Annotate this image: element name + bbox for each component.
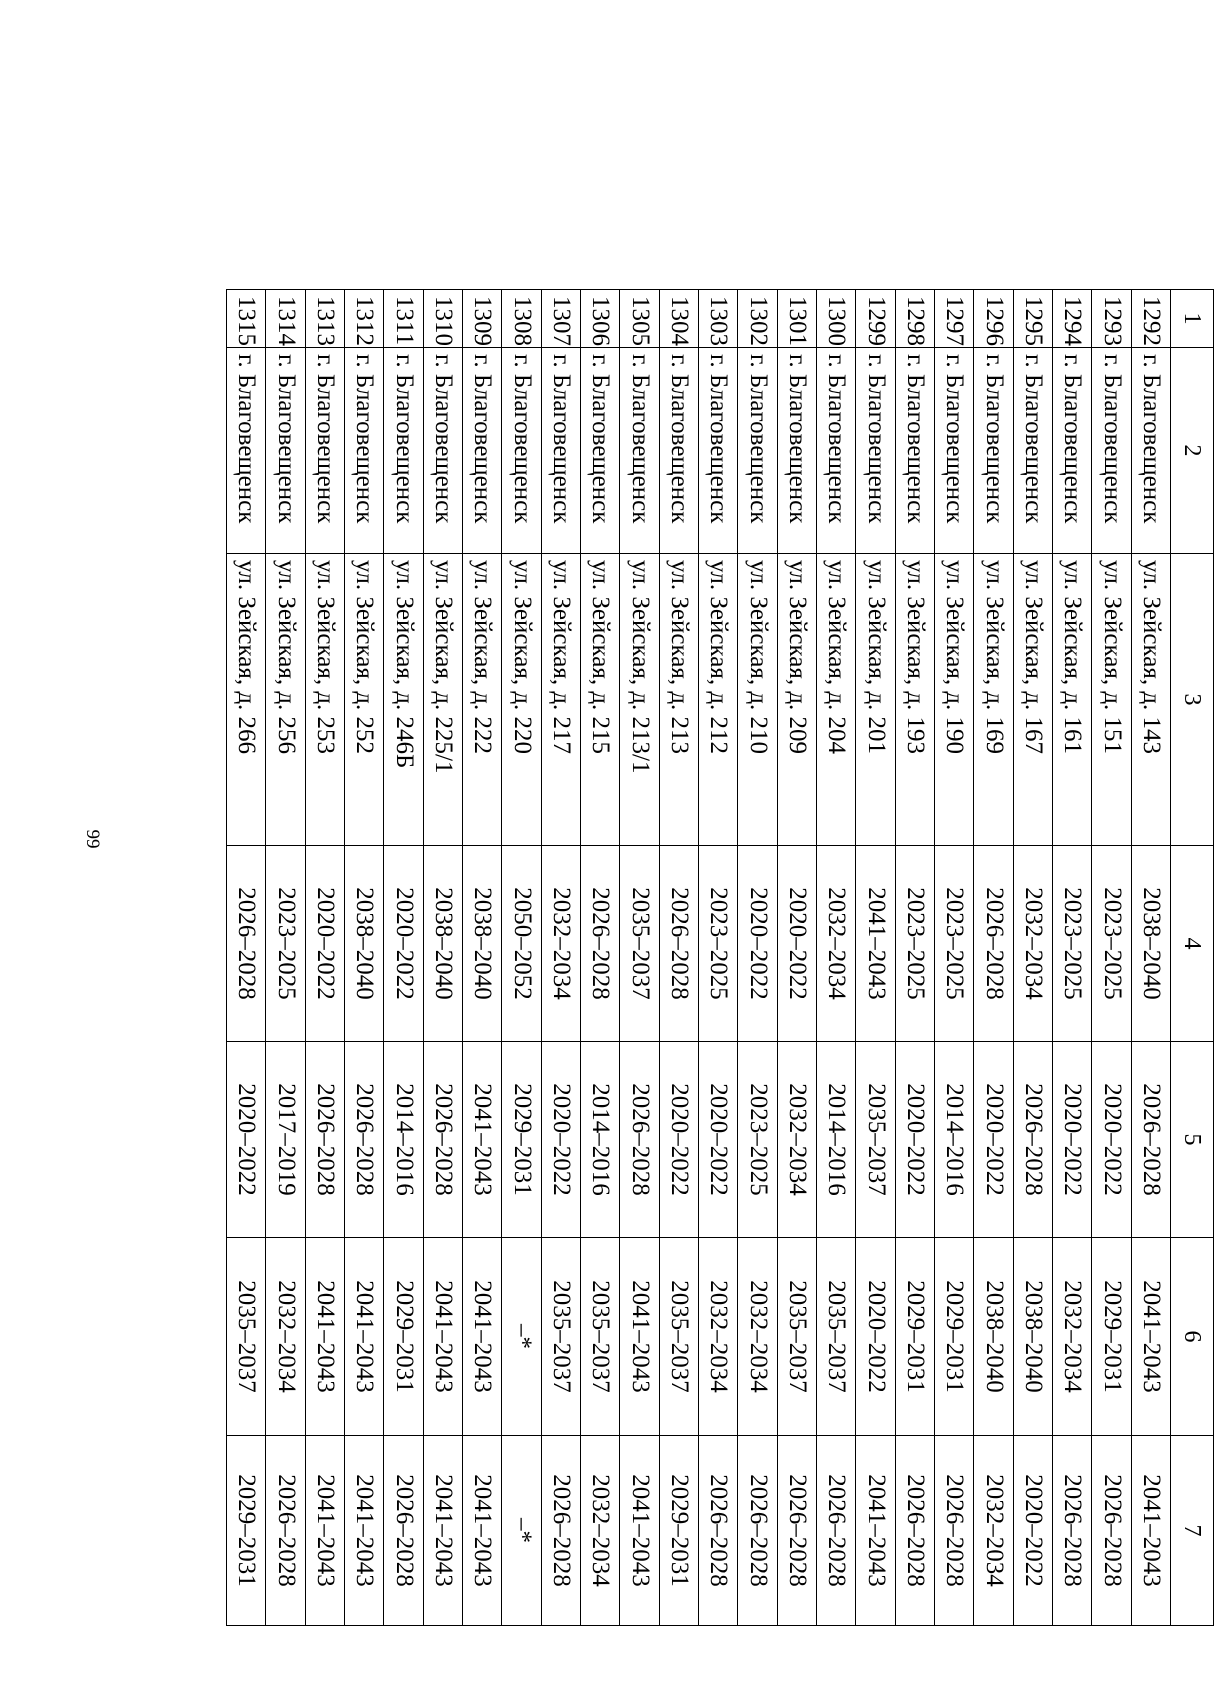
city-cell: г. Благовещенск bbox=[777, 348, 816, 554]
period-cell-6: 2032–2034 bbox=[266, 1238, 305, 1436]
period-cell-7: 2041–2043 bbox=[856, 1436, 895, 1626]
period-cell-6: 2029–2031 bbox=[895, 1238, 934, 1436]
row-number: 1299 bbox=[856, 290, 895, 348]
table-row bbox=[1053, 290, 1092, 1626]
period-cell-5: 2020–2022 bbox=[1092, 1042, 1131, 1238]
address-cell: ул. Зейская, д. 215 bbox=[581, 554, 620, 846]
period-cell-7: 2041–2043 bbox=[305, 1436, 344, 1626]
period-cell-7: 2041–2043 bbox=[620, 1436, 659, 1626]
period-cell-7: 2041–2043 bbox=[423, 1436, 462, 1626]
period-cell-6: 2032–2034 bbox=[738, 1238, 777, 1436]
period-cell-5: 2020–2022 bbox=[974, 1042, 1013, 1238]
address-cell: ул. Зейская, д. 143 bbox=[1131, 554, 1170, 846]
period-cell-5: 2020–2022 bbox=[659, 1042, 698, 1238]
address-cell: ул. Зейская, д. 220 bbox=[502, 554, 541, 846]
city-cell: г. Благовещенск bbox=[856, 348, 895, 554]
period-cell-6: 2041–2043 bbox=[305, 1238, 344, 1436]
period-cell-5: 2026–2028 bbox=[305, 1042, 344, 1238]
table-row bbox=[1092, 290, 1131, 1626]
period-cell-4: 2038–2040 bbox=[1131, 846, 1170, 1042]
period-cell-7: 2020–2022 bbox=[1013, 1436, 1052, 1626]
period-cell-4: 2023–2025 bbox=[699, 846, 738, 1042]
period-cell-5: 2032–2034 bbox=[777, 1042, 816, 1238]
city-cell: г. Благовещенск bbox=[305, 348, 344, 554]
row-number: 1309 bbox=[463, 290, 502, 348]
period-cell-6: 2041–2043 bbox=[423, 1238, 462, 1436]
column-header: 6 bbox=[1171, 1238, 1214, 1436]
column-header: 1 bbox=[1171, 290, 1214, 348]
row-number: 1310 bbox=[423, 290, 462, 348]
schedule-table bbox=[226, 289, 1214, 1626]
period-cell-7: 2026–2028 bbox=[935, 1436, 974, 1626]
address-cell: ул. Зейская, д. 169 bbox=[974, 554, 1013, 846]
period-cell-6: 2038–2040 bbox=[974, 1238, 1013, 1436]
address-cell: ул. Зейская, д. 212 bbox=[699, 554, 738, 846]
period-cell-4: 2032–2034 bbox=[541, 846, 580, 1042]
period-cell-7: 2026–2028 bbox=[541, 1436, 580, 1626]
address-cell: ул. Зейская, д. 151 bbox=[1092, 554, 1131, 846]
period-cell-5: 2026–2028 bbox=[1013, 1042, 1052, 1238]
table-row bbox=[659, 290, 698, 1626]
period-cell-4: 2020–2022 bbox=[738, 846, 777, 1042]
city-cell: г. Благовещенск bbox=[423, 348, 462, 554]
table-row bbox=[305, 290, 344, 1626]
period-cell-7: 2032–2034 bbox=[974, 1436, 1013, 1626]
row-number: 1308 bbox=[502, 290, 541, 348]
address-cell: ул. Зейская, д. 209 bbox=[777, 554, 816, 846]
city-cell: г. Благовещенск bbox=[738, 348, 777, 554]
city-cell: г. Благовещенск bbox=[895, 348, 934, 554]
address-cell: ул. Зейская, д. 213 bbox=[659, 554, 698, 846]
period-cell-5: 2020–2022 bbox=[895, 1042, 934, 1238]
period-cell-6: 2020–2022 bbox=[856, 1238, 895, 1436]
table-row bbox=[384, 290, 423, 1626]
period-cell-4: 2023–2025 bbox=[1053, 846, 1092, 1042]
row-number: 1303 bbox=[699, 290, 738, 348]
period-cell-5: 2026–2028 bbox=[620, 1042, 659, 1238]
period-cell-6: 2035–2037 bbox=[541, 1238, 580, 1436]
period-cell-4: 2038–2040 bbox=[463, 846, 502, 1042]
period-cell-4: 2023–2025 bbox=[1092, 846, 1131, 1042]
address-cell: ул. Зейская, д. 222 bbox=[463, 554, 502, 846]
table-row bbox=[935, 290, 974, 1626]
table-row bbox=[1013, 290, 1052, 1626]
address-cell: ул. Зейская, д. 266 bbox=[227, 554, 266, 846]
city-cell: г. Благовещенск bbox=[463, 348, 502, 554]
period-cell-4: 2041–2043 bbox=[856, 846, 895, 1042]
period-cell-4: 2032–2034 bbox=[817, 846, 856, 1042]
table-row bbox=[227, 290, 266, 1626]
table-row bbox=[266, 290, 305, 1626]
row-number: 1305 bbox=[620, 290, 659, 348]
address-cell: ул. Зейская, д. 225/1 bbox=[423, 554, 462, 846]
period-cell-7: 2041–2043 bbox=[345, 1436, 384, 1626]
period-cell-5: 2029–2031 bbox=[502, 1042, 541, 1238]
row-number: 1296 bbox=[974, 290, 1013, 348]
table-row bbox=[1131, 290, 1170, 1626]
period-cell-6: 2035–2037 bbox=[817, 1238, 856, 1436]
table-row bbox=[502, 290, 541, 1626]
city-cell: г. Благовещенск bbox=[620, 348, 659, 554]
period-cell-5: 2014–2016 bbox=[935, 1042, 974, 1238]
period-cell-4: 2023–2025 bbox=[895, 846, 934, 1042]
row-number: 1302 bbox=[738, 290, 777, 348]
period-cell-4: 2026–2028 bbox=[974, 846, 1013, 1042]
period-cell-7: 2026–2028 bbox=[817, 1436, 856, 1626]
period-cell-4: 2023–2025 bbox=[266, 846, 305, 1042]
period-cell-7: 2026–2028 bbox=[738, 1436, 777, 1626]
period-cell-5: 2020–2022 bbox=[1053, 1042, 1092, 1238]
city-cell: г. Благовещенск bbox=[345, 348, 384, 554]
period-cell-4: 2020–2022 bbox=[305, 846, 344, 1042]
address-cell: ул. Зейская, д. 204 bbox=[817, 554, 856, 846]
address-cell: ул. Зейская, д. 256 bbox=[266, 554, 305, 846]
period-cell-4: 2035–2037 bbox=[620, 846, 659, 1042]
column-header: 3 bbox=[1171, 554, 1214, 846]
period-cell-4: 2020–2022 bbox=[384, 846, 423, 1042]
period-cell-4: 2020–2022 bbox=[777, 846, 816, 1042]
table-row bbox=[581, 290, 620, 1626]
row-number: 1298 bbox=[895, 290, 934, 348]
row-number: 1306 bbox=[581, 290, 620, 348]
city-cell: г. Благовещенск bbox=[699, 348, 738, 554]
period-cell-4: 2032–2034 bbox=[1013, 846, 1052, 1042]
city-cell: г. Благовещенск bbox=[581, 348, 620, 554]
period-cell-7: 2041–2043 bbox=[463, 1436, 502, 1626]
period-cell-6: 2038–2040 bbox=[1013, 1238, 1052, 1436]
row-number: 1301 bbox=[777, 290, 816, 348]
row-number: 1307 bbox=[541, 290, 580, 348]
row-number: 1314 bbox=[266, 290, 305, 348]
period-cell-6: 2041–2043 bbox=[620, 1238, 659, 1436]
table-row bbox=[699, 290, 738, 1626]
table-row bbox=[463, 290, 502, 1626]
period-cell-7: 2029–2031 bbox=[659, 1436, 698, 1626]
period-cell-7: 2026–2028 bbox=[1092, 1436, 1131, 1626]
column-header: 2 bbox=[1171, 348, 1214, 554]
city-cell: г. Благовещенск bbox=[935, 348, 974, 554]
address-cell: ул. Зейская, д. 246Б bbox=[384, 554, 423, 846]
city-cell: г. Благовещенск bbox=[227, 348, 266, 554]
period-cell-5: 2020–2022 bbox=[541, 1042, 580, 1238]
period-cell-5: 2014–2016 bbox=[384, 1042, 423, 1238]
period-cell-4: 2038–2040 bbox=[423, 846, 462, 1042]
address-cell: ул. Зейская, д. 193 bbox=[895, 554, 934, 846]
period-cell-7: 2032–2034 bbox=[581, 1436, 620, 1626]
period-cell-7: 2026–2028 bbox=[1053, 1436, 1092, 1626]
row-number: 1294 bbox=[1053, 290, 1092, 348]
period-cell-6: 2035–2037 bbox=[227, 1238, 266, 1436]
period-cell-5: 2014–2016 bbox=[817, 1042, 856, 1238]
city-cell: г. Благовещенск bbox=[817, 348, 856, 554]
period-cell-5: 2017–2019 bbox=[266, 1042, 305, 1238]
address-cell: ул. Зейская, д. 161 bbox=[1053, 554, 1092, 846]
table-row bbox=[777, 290, 816, 1626]
period-cell-5: 2020–2022 bbox=[227, 1042, 266, 1238]
row-number: 1297 bbox=[935, 290, 974, 348]
period-cell-6: 2041–2043 bbox=[345, 1238, 384, 1436]
city-cell: г. Благовещенск bbox=[541, 348, 580, 554]
city-cell: г. Благовещенск bbox=[502, 348, 541, 554]
period-cell-7: 2026–2028 bbox=[266, 1436, 305, 1626]
address-cell: ул. Зейская, д. 213/1 bbox=[620, 554, 659, 846]
period-cell-6: 2032–2034 bbox=[1053, 1238, 1092, 1436]
city-cell: г. Благовещенск bbox=[384, 348, 423, 554]
row-number: 1300 bbox=[817, 290, 856, 348]
period-cell-4: 2026–2028 bbox=[581, 846, 620, 1042]
period-cell-5: 2026–2028 bbox=[1131, 1042, 1170, 1238]
row-number: 1304 bbox=[659, 290, 698, 348]
table-row bbox=[856, 290, 895, 1626]
period-cell-6: 2035–2037 bbox=[581, 1238, 620, 1436]
table-row bbox=[541, 290, 580, 1626]
period-cell-6: 2041–2043 bbox=[463, 1238, 502, 1436]
address-cell: ул. Зейская, д. 253 bbox=[305, 554, 344, 846]
city-cell: г. Благовещенск bbox=[974, 348, 1013, 554]
table-row bbox=[738, 290, 777, 1626]
table-row bbox=[620, 290, 659, 1626]
period-cell-4: 2026–2028 bbox=[227, 846, 266, 1042]
row-number: 1315 bbox=[227, 290, 266, 348]
row-number: 1292 bbox=[1131, 290, 1170, 348]
city-cell: г. Благовещенск bbox=[1053, 348, 1092, 554]
column-header: 5 bbox=[1171, 1042, 1214, 1238]
row-number: 1293 bbox=[1092, 290, 1131, 348]
period-cell-7: 2041–2043 bbox=[1131, 1436, 1170, 1626]
table-row bbox=[895, 290, 934, 1626]
period-cell-4: 2023–2025 bbox=[935, 846, 974, 1042]
city-cell: г. Благовещенск bbox=[1013, 348, 1052, 554]
schedule-table-container bbox=[226, 289, 1214, 1625]
period-cell-6: –* bbox=[502, 1238, 541, 1436]
address-cell: ул. Зейская, д. 201 bbox=[856, 554, 895, 846]
period-cell-5: 2035–2037 bbox=[856, 1042, 895, 1238]
address-cell: ул. Зейская, д. 167 bbox=[1013, 554, 1052, 846]
column-header: 7 bbox=[1171, 1436, 1214, 1626]
period-cell-7: 2026–2028 bbox=[777, 1436, 816, 1626]
address-cell: ул. Зейская, д. 252 bbox=[345, 554, 384, 846]
period-cell-4: 2050–2052 bbox=[502, 846, 541, 1042]
row-number: 1295 bbox=[1013, 290, 1052, 348]
period-cell-7: 2026–2028 bbox=[895, 1436, 934, 1626]
period-cell-6: 2035–2037 bbox=[777, 1238, 816, 1436]
period-cell-4: 2026–2028 bbox=[659, 846, 698, 1042]
period-cell-7: 2026–2028 bbox=[699, 1436, 738, 1626]
table-row bbox=[974, 290, 1013, 1626]
table-header bbox=[1171, 290, 1214, 1626]
period-cell-4: 2038–2040 bbox=[345, 846, 384, 1042]
address-cell: ул. Зейская, д. 210 bbox=[738, 554, 777, 846]
row-number: 1311 bbox=[384, 290, 423, 348]
table-body bbox=[227, 290, 1171, 1626]
address-cell: ул. Зейская, д. 217 bbox=[541, 554, 580, 846]
table-row bbox=[423, 290, 462, 1626]
page-number: 99 bbox=[82, 829, 103, 849]
period-cell-5: 2026–2028 bbox=[345, 1042, 384, 1238]
period-cell-5: 2020–2022 bbox=[699, 1042, 738, 1238]
period-cell-7: –* bbox=[502, 1436, 541, 1626]
address-cell: ул. Зейская, д. 190 bbox=[935, 554, 974, 846]
period-cell-6: 2032–2034 bbox=[699, 1238, 738, 1436]
column-header: 4 bbox=[1171, 846, 1214, 1042]
period-cell-6: 2041–2043 bbox=[1131, 1238, 1170, 1436]
row-number: 1313 bbox=[305, 290, 344, 348]
period-cell-6: 2029–2031 bbox=[1092, 1238, 1131, 1436]
header-row bbox=[1171, 290, 1214, 1626]
city-cell: г. Благовещенск bbox=[1092, 348, 1131, 554]
period-cell-6: 2029–2031 bbox=[384, 1238, 423, 1436]
table-row bbox=[817, 290, 856, 1626]
city-cell: г. Благовещенск bbox=[266, 348, 305, 554]
period-cell-7: 2029–2031 bbox=[227, 1436, 266, 1626]
period-cell-5: 2023–2025 bbox=[738, 1042, 777, 1238]
period-cell-6: 2035–2037 bbox=[659, 1238, 698, 1436]
period-cell-5: 2026–2028 bbox=[423, 1042, 462, 1238]
period-cell-7: 2026–2028 bbox=[384, 1436, 423, 1626]
period-cell-5: 2041–2043 bbox=[463, 1042, 502, 1238]
row-number: 1312 bbox=[345, 290, 384, 348]
city-cell: г. Благовещенск bbox=[1131, 348, 1170, 554]
city-cell: г. Благовещенск bbox=[659, 348, 698, 554]
table-row bbox=[345, 290, 384, 1626]
period-cell-6: 2029–2031 bbox=[935, 1238, 974, 1436]
period-cell-5: 2014–2016 bbox=[581, 1042, 620, 1238]
